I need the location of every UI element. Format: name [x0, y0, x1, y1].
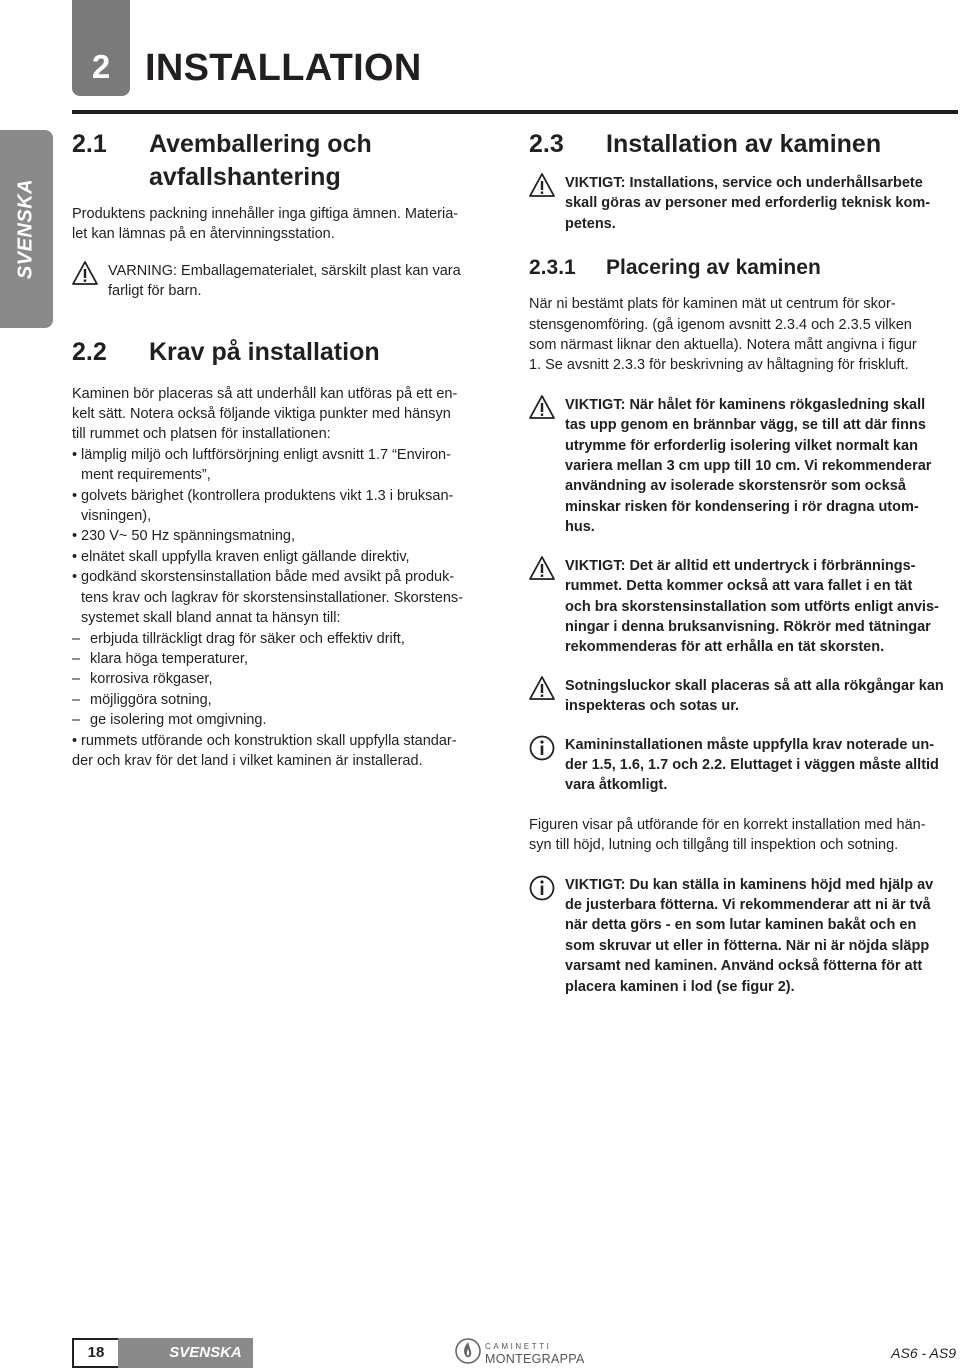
header-divider — [72, 110, 958, 114]
section-number: 2.1 — [72, 130, 107, 158]
dash-list-item: – korrosiva rökgaser, — [72, 669, 502, 689]
info-note: Kamininstallationen måste uppfylla krav noterade un- der 1.5, 1.6, 1.7 och 2.2. Eluttaget i väggen måste alltid vara åtkomligt. — [529, 735, 959, 796]
paragraph: Kaminen bör placeras så att underhåll kan utföras på ett en- kelt sätt. Notera också följande viktiga punkter med hänsyn till rummet och platsen för installationen: — [72, 385, 458, 443]
list-item: tens krav och lagkrav för skorstensinstallationer. Skorstens- — [81, 589, 463, 606]
list-item: systemet skall bland annat ta hänsyn till: — [81, 610, 341, 627]
warning-triangle-icon — [529, 173, 565, 202]
language-side-tab-label: SVENSKA — [14, 178, 37, 280]
info-circle-icon — [529, 735, 565, 766]
section-title: Installation av kaminen — [606, 130, 882, 158]
list-item: ment requirements”, — [81, 467, 211, 484]
section-title: Krav på installation — [149, 337, 380, 366]
section-title: Placering av kaminen — [606, 256, 821, 280]
paragraph: Figuren visar på utförande för en korrekt installation med hän- syn till höjd, lutning och tillgång till inspektion och sotning. — [529, 816, 926, 854]
section-2-1-heading — [72, 128, 502, 194]
important-note: Sotningsluckor skall placeras så att alla rökgångar kan inspekteras och sotas ur. — [529, 676, 959, 717]
list-item: • elnätet skall uppfylla kraven enligt gällande direktiv, — [72, 547, 502, 567]
list-item: der och krav för det land i vilket kaminen är installerad. — [72, 752, 423, 769]
section-title: Avemballering och — [149, 130, 372, 158]
section-2-2-heading — [72, 336, 502, 369]
important-note: VIKTIGT: Installations, service och underhållsarbete skall göras av personer med erforderlig teknisk kom- petens. — [529, 173, 959, 234]
list-item: • godkänd skorstensinstallation både med avsikt på produk- — [72, 567, 502, 587]
warning-triangle-icon — [529, 676, 565, 705]
warning-triangle-icon — [72, 261, 108, 290]
footer-language-label: SVENSKA — [118, 1338, 253, 1368]
warning-note: VARNING: Emballagematerialet, särskilt plast kan vara farligt för barn. — [72, 261, 502, 302]
brand-name-top: CAMINETTI — [485, 1341, 552, 1351]
paragraph: Produktens packning innehåller inga giftiga ämnen. Materia- let kan lämnas på en återvinningsstation. — [72, 206, 459, 243]
brand-logo — [455, 1337, 585, 1369]
left-column — [72, 128, 502, 771]
section-2-3-heading — [529, 128, 959, 161]
info-note: VIKTIGT: Du kan ställa in kaminens höjd med hjälp av de justerbara fötterna. Vi rekommenderar att ni är två när detta görs - en som lutar kaminen bakåt och en som skruvar ut eller in fötterna. När ni är nöjda släpp varsamt ned kaminen. Använd också fötterna för att placera kaminen i lod (se figur 2). — [529, 875, 959, 997]
info-circle-icon — [529, 875, 565, 906]
list-item: • 230 V~ 50 Hz spänningsmatning, — [72, 526, 502, 546]
important-note: VIKTIGT: När hålet för kaminens rökgasledning skall tas upp genom en brännbar vägg, se till att där finns utrymme för erforderlig isolering vilket normalt kan variera mellan 3 cm upp till 10 cm. Vi rekommenderar användning av isolerade skorstensrör som också minskar risken för kondensering i rör dragna utom- hus. — [529, 395, 959, 538]
important-note: VIKTIGT: Det är alltid ett undertryck i förbrännings- rummet. Detta kommer också att vara fallet i en tät och bra skorstensinstallation som utförts enligt anvis- ningar i denna bruksanvisning. Rökrör med tätningar rekommenderas för att erhålla en tät skorsten. — [529, 556, 959, 658]
list-item: • rummets utförande och konstruktion skall uppfylla standar- — [72, 731, 502, 751]
dash-list-item: – erbjuda tillräckligt drag för säker och effektiv drift, — [72, 629, 502, 649]
requirements-list — [72, 445, 502, 772]
chapter-number: 2 — [91, 48, 111, 85]
paragraph: När ni bestämt plats för kaminen mät ut centrum för skor- stensgenomföring. (gå igenom avsnitt 2.3.4 och 2.3.5 vilken som närmast liknar den aktuella). Notera mått angivna i figur 1. Se avsnitt 2.3.3 för beskrivning av håltagning för friskluft. — [529, 296, 917, 374]
flame-logo-icon — [455, 1337, 481, 1369]
section-number: 2.3 — [529, 130, 564, 158]
chapter-title: INSTALLATION — [145, 47, 422, 89]
warning-triangle-icon — [529, 395, 565, 424]
dash-list-item: – ge isolering mot omgivning. — [72, 710, 502, 730]
dash-list-item: – möjliggöra sotning, — [72, 690, 502, 710]
model-name: AS6 - AS9 — [891, 1345, 956, 1361]
section-number: 2.3.1 — [529, 256, 576, 280]
list-item: visningen), — [81, 508, 152, 525]
list-item: • lämplig miljö och luftförsörjning enligt avsnitt 1.7 “Environ- — [72, 445, 502, 465]
section-number: 2.2 — [72, 337, 107, 366]
right-column — [529, 128, 959, 997]
warning-triangle-icon — [529, 556, 565, 585]
list-item: • golvets bärighet (kontrollera produktens vikt 1.3 i bruksan- — [72, 486, 502, 506]
page-number: 18 — [72, 1338, 118, 1368]
section-2-3-1-heading — [529, 254, 959, 282]
brand-name-bottom: MONTEGRAPPA — [485, 1351, 585, 1366]
dash-list-item: – klara höga temperaturer, — [72, 649, 502, 669]
section-title: avfallshantering — [149, 163, 341, 191]
